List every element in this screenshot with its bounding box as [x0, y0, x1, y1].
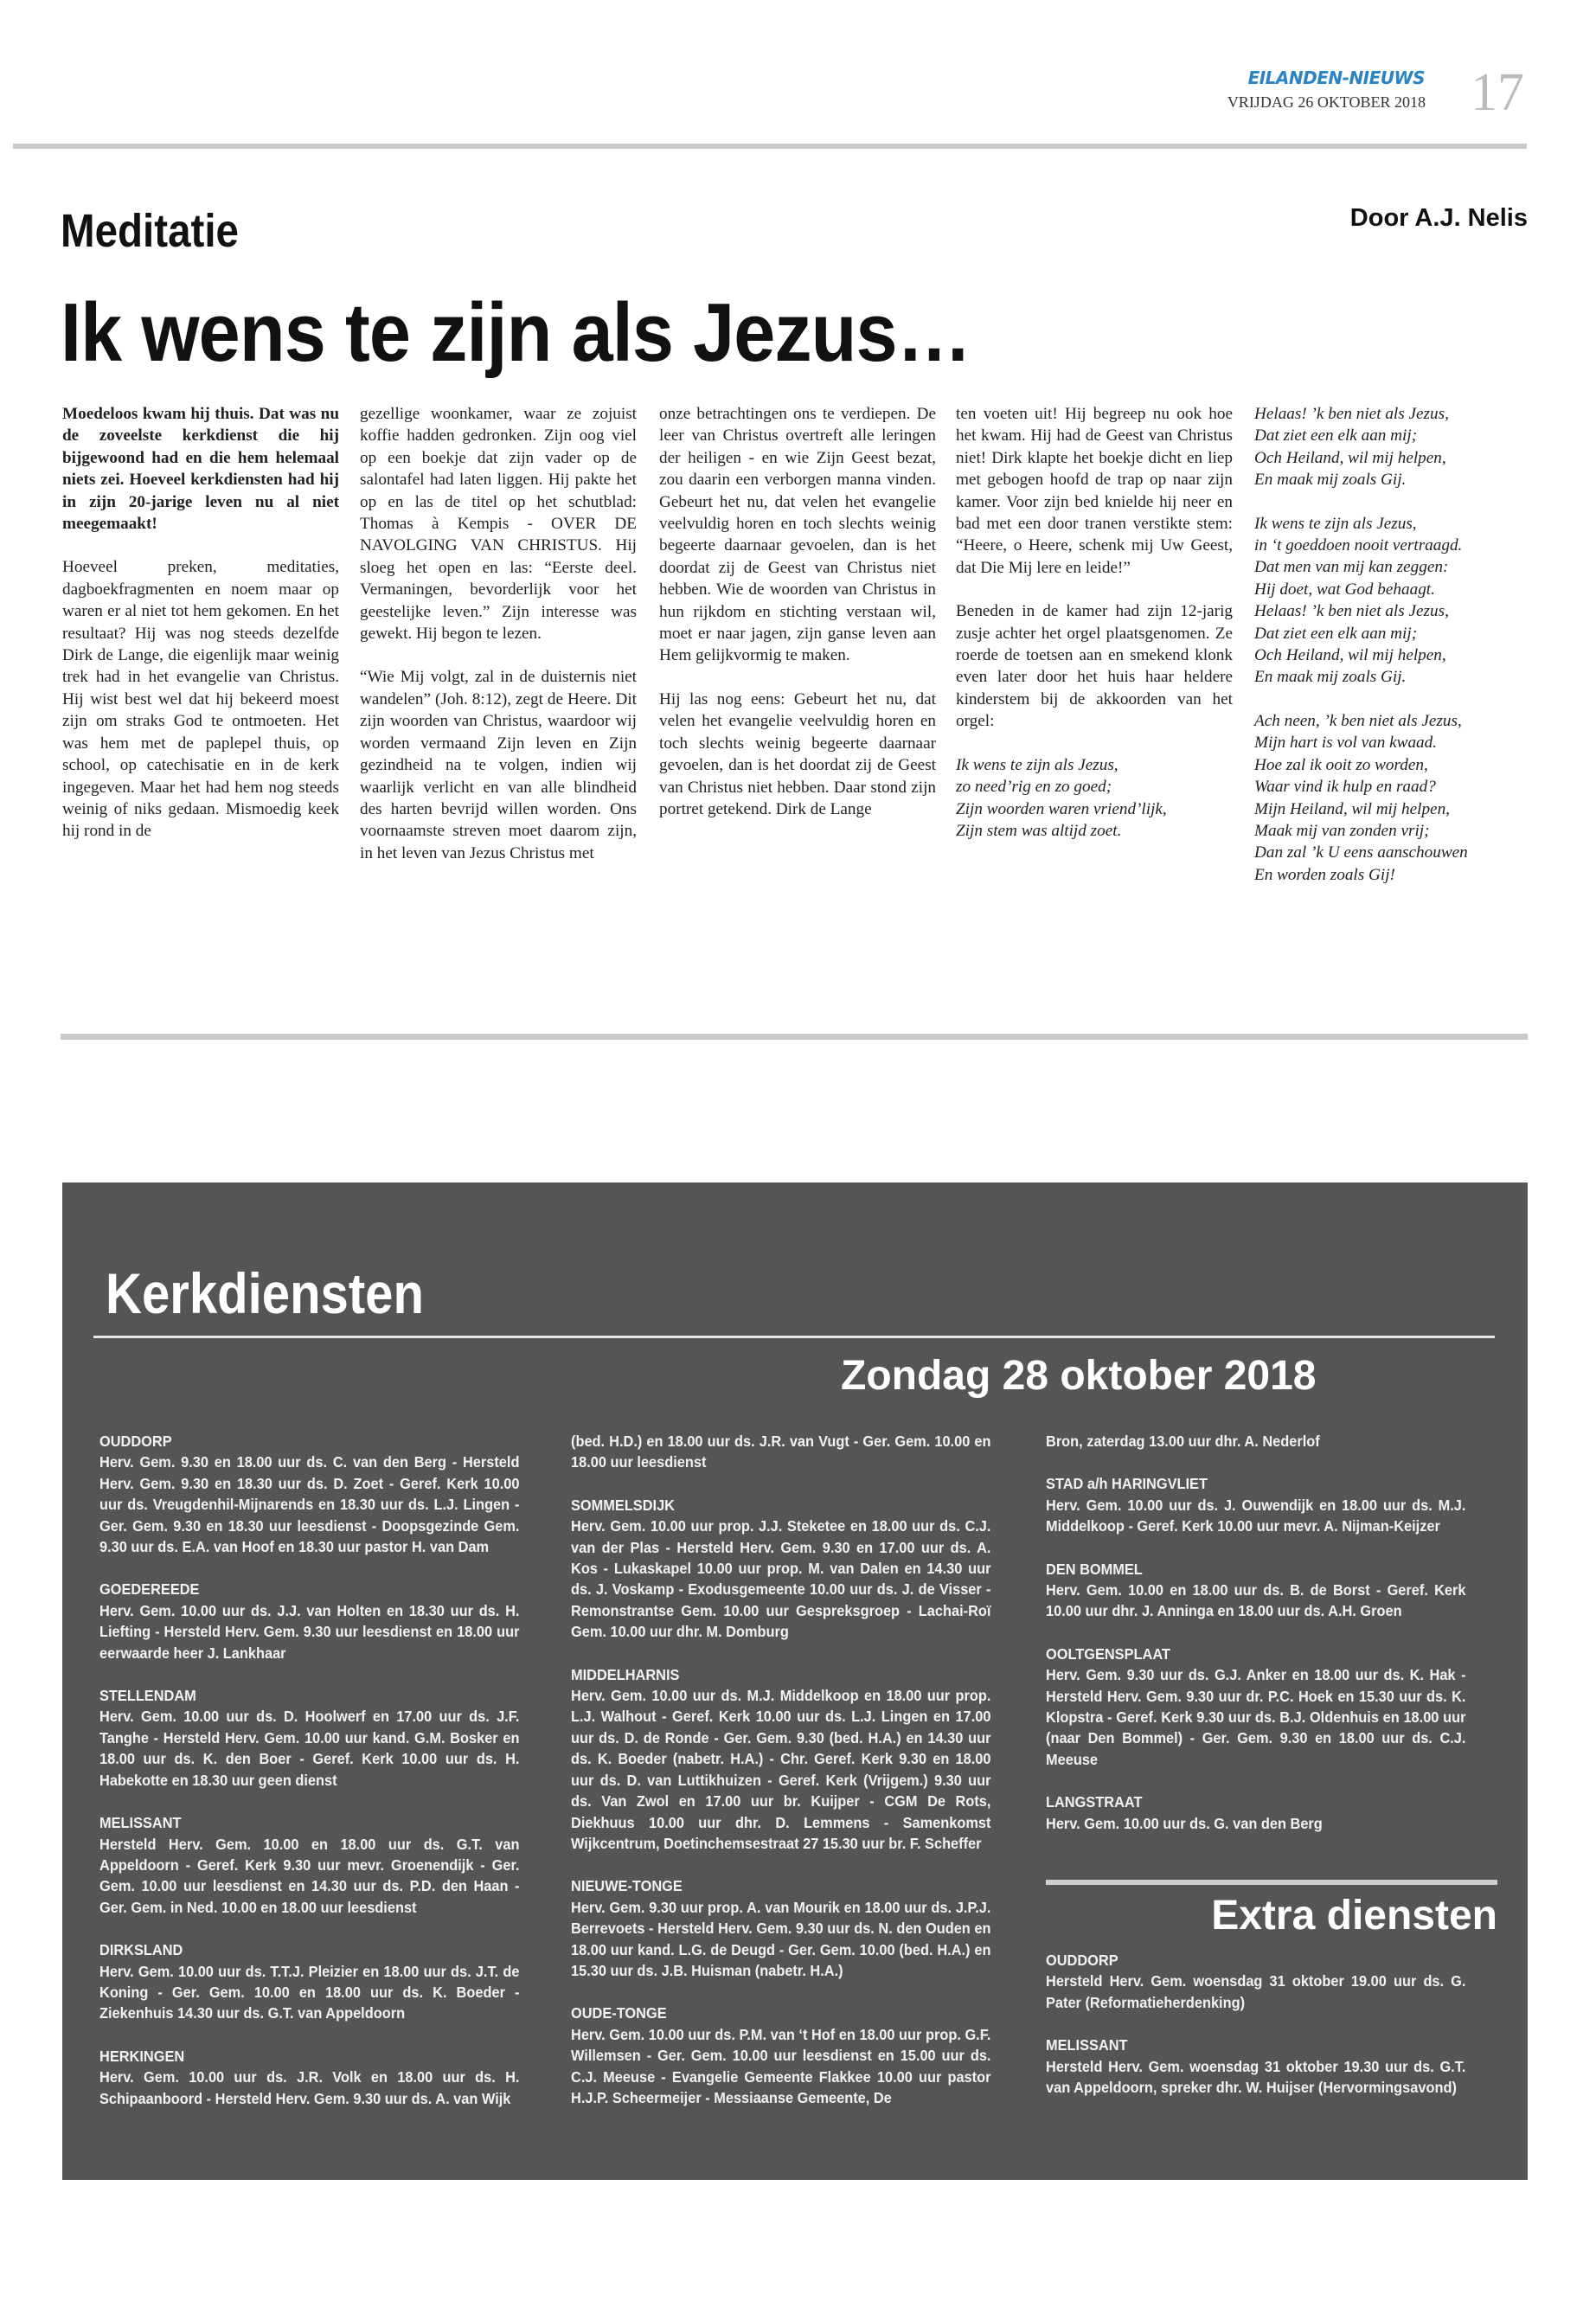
service-text: Herv. Gem. 10.00 uur ds. J. Ouwendijk en 18.00 uur ds. M.J. Middelkoop - Geref. Kerk 10.00 uur mevr. A. Nijman-Keijzer: [1046, 1496, 1466, 1535]
place-name: DIRKSLAND: [99, 1941, 183, 1959]
paragraph: “Wie Mij volgt, zal in de duisternis niet wandelen” (Joh. 8:12), zegt de Heere. Dit zijn woorden van Christus, waardoor wij worden vermaand Zijn leven en Zijn gezindheid na te volgen, indien wij waarlijk verlicht en van alle blindheid des harten bevrijd willen worden. Ons voornaamste streven moet daarom zijn, in het leven van Jezus Christus met: [360, 668, 637, 862]
service-text: Herv. Gem. 10.00 uur prop. J.J. Steketee en 18.00 uur ds. C.J. van der Plas - Hersteld Herv. Gem. 9.30 en 17.00 uur ds. A. Kos - Lukaskapel 10.00 uur prop. M. van Dalen en 14.30 uur ds. J. Voskamp - Exodusgemeente 10.00 uur ds. J. de Visser - Remonstrantse Gem. 10.00 uur Gespreksgroep - Lachai-Roï Gem. 10.00 uur dhr. M. Domburg: [571, 1517, 991, 1641]
service-text: Herv. Gem. 10.00 uur ds. G. van den Berg: [1046, 1814, 1323, 1832]
service-entry: [1046, 1559, 1465, 1622]
service-text: Hersteld Herv. Gem. woensdag 31 oktober 19.00 uur ds. G. Pater (Reformatieherdenking): [1046, 1972, 1466, 2011]
service-text: Hersteld Herv. Gem. woensdag 31 oktober 19.30 uur ds. G.T. van Appeldoorn, spreker dhr. W. Huijser (Hervormingsavond): [1046, 2057, 1466, 2097]
service-entry: [1046, 1791, 1465, 1834]
service-text: Herv. Gem. 10.00 uur ds. D. Hoolwerf en 17.00 uur ds. J.F. Tanghe - Hersteld Herv. Gem. 10.00 uur kand. G.M. Bosker en 18.00 uur ds. K. den Boer - Geref. Kerk 10.00 uur ds. H. Habekotte en 18.30 uur geen dienst: [99, 1708, 520, 1789]
service-entry: [99, 1685, 519, 1791]
service-text: Herv. Gem. 10.00 uur ds. T.T.J. Pleizier en 18.00 uur ds. J.T. de Koning - Ger. Gem. 10.00 en 18.00 uur ds. K. Boeder - Ziekenhuis 14.30 uur ds. G.T. van Appeldoorn: [99, 1962, 520, 2022]
place-name: OOLTGENSPLAAT: [1046, 1644, 1170, 1663]
service-text: Herv. Gem. 10.00 uur ds. J.R. Volk en 18.00 uur ds. H. Schipaanboord - Hersteld Herv. Gem. 9.30 uur ds. A. van Wijk: [99, 2068, 520, 2107]
service-entry: [1046, 1473, 1465, 1536]
service-entry: [571, 1875, 990, 1981]
service-entry: [99, 1431, 519, 1557]
services-column-2: [571, 1431, 990, 2130]
paragraph: Hoeveel preken, meditaties, dagboekfragmenten en noem maar op waren er al niet tot hem gekomen. En het resultaat? Hij was nog steeds dezelfde Dirk de Lange, die eigenlijk maar weinig trek had in het evangelie van Christus. Hij wist best wel dat hij bekeerd moest zijn om straks God te ontmoeten. Het was hem met de paplepel thuis, op school, op catechisatie en in de kerk ingegeven. Maar het had hem nog steeds weinig of niks gedaan. Mismoedig keek hij rond in de: [62, 558, 339, 841]
service-entry: [571, 1664, 990, 1855]
place-name: MELISSANT: [1046, 2036, 1128, 2054]
service-text: Hersteld Herv. Gem. 10.00 en 18.00 uur ds. G.T. van Appeldoorn - Geref. Kerk 9.30 uur mevr. Groenendijk - Ger. Gem. 10.00 uur leesdienst en 14.30 uur ds. P.D. den Haan - Ger. Gem. in Ned. 10.00 en 18.00 uur leesdienst: [99, 1835, 520, 1916]
paragraph: ten voeten uit! Hij begreep nu ook hoe het kwam. Hij had de Geest van Christus niet! Dirk klapte het boekje dicht en liep met gebogen hoofd de trap op naar zijn kamer. Voor zijn bed knielde hij neer en bad met een door tranen verstikte stem: “Heere, o Heere, schenk mij Uw Geest, dat Die Mij lere en leide!”: [956, 405, 1233, 577]
article-column-3: [659, 403, 936, 842]
place-name: HERKINGEN: [99, 2047, 185, 2065]
place-name: OUDDORP: [1046, 1952, 1118, 1969]
place-name: OUDE-TONGE: [571, 2004, 667, 2022]
section-label: Meditatie: [61, 205, 239, 257]
service-entry: [1046, 1644, 1465, 1770]
place-name: STELLENDAM: [99, 1687, 196, 1705]
place-name: GOEDEREEDE: [99, 1580, 200, 1599]
extra-services-column: [1046, 1950, 1465, 2119]
paragraph: Beneden in de kamer had zijn 12-jarig zusje achter het orgel plaatsgenomen. Ze roerde de toetsen aan en smekend klonk even later door het huis haar heldere kinderstem bij de akkoorden van het orgel:: [956, 602, 1233, 731]
newspaper-logo: EILANDEN-NIEUWS: [1247, 67, 1425, 88]
service-text: Herv. Gem. 9.30 en 18.00 uur ds. C. van den Berg - Hersteld Herv. Gem. 9.30 en 18.30 uur ds. D. Zoet - Geref. Kerk 10.00 uur ds. Vreugdenhil-Mijnarends en 18.30 uur ds. L.J. Lingen - Ger. Gem. 9.30 en 18.30 uur leesdienst - Doopsgezinde Gem. 9.30 uur ds. E.A. van Hoof en 18.30 uur pastor H. van Dam: [99, 1453, 520, 1556]
place-name: NIEUWE-TONGE: [571, 1877, 683, 1895]
lead-paragraph: Moedeloos kwam hij thuis. Dat was nu de zoveelste kerkdienst die hij bijgewoond had en die hem helemaal niets zei. Hoeveel kerkdiensten had hij in zijn 20-jarige leven nu al niet meegemaakt!: [62, 405, 339, 534]
place-name: SOMMELSDIJK: [571, 1496, 676, 1514]
service-entry: [571, 1431, 990, 1473]
service-text: Herv. Gem. 9.30 uur ds. G.J. Anker en 18.00 uur ds. K. Hak - Hersteld Herv. Gem. 9.30 uur dr. P.C. Hoek en 15.30 uur ds. K. Klopstra - Geref. Kerk 9.30 uur ds. B.J. Oldenhuis en 18.00 uur (naar Den Bommel) - Ger. Gem. 9.30 en 18.00 uur ds. C.J. Meeuse: [1046, 1666, 1466, 1768]
services-date: Zondag 28 oktober 2018: [841, 1353, 1317, 1399]
service-entry: [1046, 1431, 1465, 1452]
article-column-2: [360, 403, 637, 886]
place-name: LANGSTRAAT: [1046, 1793, 1143, 1811]
service-entry: [571, 1495, 990, 1643]
service-text: Herv. Gem. 9.30 uur prop. A. van Mourik en 18.00 uur ds. J.P.J. Berrevoets - Hersteld Herv. Gem. 9.30 uur ds. N. den Ouden en 18.00 uur kand. L.G. de Deugd - Ger. Gem. 10.00 (bed. H.A.) en 15.30 uur ds. J.B. Huisman (nabetr. H.A.): [571, 1898, 991, 1979]
extra-services-title: Extra diensten: [1211, 1893, 1497, 1939]
service-text: Bron, zaterdag 13.00 uur dhr. A. Nederlof: [1046, 1433, 1320, 1450]
service-entry: [99, 1812, 519, 1918]
place-name: STAD a/h HARINGVLIET: [1046, 1475, 1208, 1493]
hymn-verse: Helaas! ’k ben niet als Jezus, Dat ziet een elk aan mij; Och Heiland, wil mij helpen, En maak mij zoals Gij.: [1254, 405, 1449, 490]
page-number: 17: [1471, 63, 1524, 122]
service-entry: [1046, 1950, 1465, 2013]
services-column-3: [1046, 1431, 1465, 1856]
title-rule: [93, 1336, 1495, 1338]
place-name: MIDDELHARNIS: [571, 1665, 680, 1683]
article-column-1: [62, 403, 339, 864]
services-column-1: [99, 1431, 519, 2131]
service-entry: [99, 2046, 519, 2109]
hymn-verse: Ik wens te zijn als Jezus, zo need’rig en zo goed; Zijn woorden waren vriend’lijk, Zijn stem was altijd zoet.: [956, 755, 1167, 840]
church-services-box: [62, 1183, 1528, 2180]
byline: Door A.J. Nelis: [1349, 204, 1528, 232]
service-entry: [99, 1579, 519, 1663]
article-column-4: [956, 403, 1233, 863]
service-entry: [99, 1939, 519, 2024]
section-divider: [61, 1034, 1528, 1040]
service-text: Herv. Gem. 10.00 uur ds. M.J. Middelkoop en 18.00 uur prop. L.J. Walhout - Geref. Kerk 10.00 uur ds. L.J. Lingen en 17.00 uur ds. D. de Ronde - Ger. Gem. 9.30 (bed. H.A.) en 14.30 uur ds. K. Boeder (nabetr. H.A.) - Chr. Geref. Kerk 9.30 en 18.00 uur ds. D. van Luttikhuizen - Geref. Kerk (Vrijgem.) 9.30 uur ds. Van Zwol en 17.00 uur br. Kuijper - CGM De Rots, Diekhuus 10.00 uur dhr. D. Lemmens - Samenkomst Wijkcentrum, Doetinchemsestraat 27 15.30 uur br. F. Scheffer: [571, 1687, 991, 1852]
place-name: OUDDORP: [99, 1433, 172, 1450]
issue-date: VRIJDAG 26 OKTOBER 2018: [1227, 93, 1426, 111]
service-text: Herv. Gem. 10.00 uur ds. P.M. van ‘t Hof en 18.00 uur prop. G.F. Willemsen - Ger. Gem. 10.00 uur leesdienst en 15.00 uur ds. C.J. Meeuse - Evangelie Gemeente Flakkee 10.00 uur pastor H.J.P. Scheermeijer - Messiaanse Gemeente, De: [571, 2025, 991, 2106]
service-entry: [571, 2003, 990, 2108]
service-text: Herv. Gem. 10.00 en 18.00 uur ds. B. de Borst - Geref. Kerk 10.00 uur dhr. J. Anninga en 18.00 uur ds. A.H. Groen: [1046, 1581, 1466, 1620]
article-headline: Ik wens te zijn als Jezus…: [61, 286, 971, 379]
place-name: MELISSANT: [99, 1814, 182, 1832]
church-services-title: Kerkdiensten: [106, 1261, 424, 1325]
service-text: Herv. Gem. 10.00 uur ds. J.J. van Holten en 18.30 uur ds. H. Liefting - Hersteld Herv. Gem. 9.30 uur leesdienst en 18.00 uur eerwaarde heer J. Lankhaar: [99, 1601, 520, 1662]
top-divider: [13, 144, 1527, 149]
article-column-5: [1254, 403, 1531, 907]
place-name: DEN BOMMEL: [1046, 1560, 1143, 1578]
hymn-verse: Ach neen, ’k ben niet als Jezus, Mijn hart is vol van kwaad. Hoe zal ik ooit zo worden, Waar vind ik hulp en raad? Mijn Heiland, wil mij helpen, Maak mij van zonden vrij; Dan zal ’k U eens aanschouwen En worden zoals Gij!: [1254, 711, 1468, 884]
paragraph: gezellige woonkamer, waar ze zojuist koffie hadden gedronken. Zijn oog viel op een boekje dat zijn vader op de salontafel had laten liggen. Hij pakte het op en las de titel op het schutblad: Thomas à Kempis - OVER DE NAVOLGING VAN CHRISTUS. Hij sloeg het open en las: “Eerste deel. Vermaningen, bevorderlijk voor het geestelijke leven.” Zijn interesse was gewekt. Hij begon te lezen.: [360, 405, 637, 644]
service-entry: [1046, 2035, 1465, 2098]
hymn-verse: Ik wens te zijn als Jezus, in ‘t goeddoen nooit vertraagd. Dat men van mij kan zeggen: Hij doet, wat God behaagt. Helaas! ’k ben niet als Jezus, Dat ziet een elk aan mij; Och Heiland, wil mij helpen, En maak mij zoals Gij.: [1254, 514, 1463, 687]
paragraph: Hij las nog eens: Gebeurt het nu, dat velen het evangelie veelvuldig horen en toch slechts weinig begeerte daarnaar gevoelen, dan is het doordat zij de Geest van Christus niet hebben. Daar stond zijn portret getekend. Dirk de Lange: [659, 689, 936, 818]
service-text: (bed. H.D.) en 18.00 uur ds. J.R. van Vugt - Ger. Gem. 10.00 en 18.00 uur leesdienst: [571, 1433, 991, 1471]
paragraph: onze betrachtingen ons te verdiepen. De leer van Christus overtreft alle leringen der heiligen - en wie Zijn Geest bezat, zou daarin een verborgen manna vinden. Gebeurt het nu, dat velen het evangelie veelvuldig horen en toch slechts weinig begeerte daarnaar gevoelen, dan is het doordat zij de Geest van Christus niet hebben. Wie de woorden van Christus in hun rijkdom en stichting verstaan wil, moet er naar jagen, zijn ganse leven aan Hem gelijkvormig te maken.: [659, 405, 936, 665]
extra-divider: [1046, 1880, 1497, 1885]
